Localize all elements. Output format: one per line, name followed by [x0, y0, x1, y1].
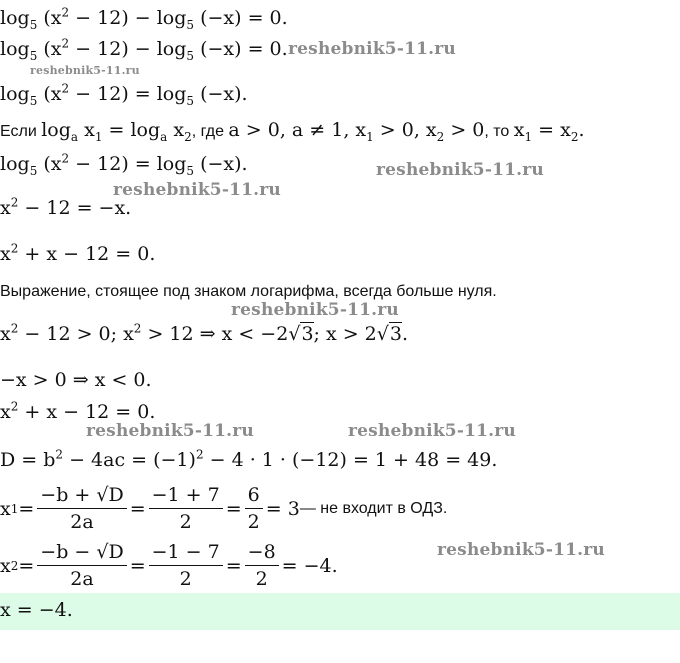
text: 2 [61, 151, 70, 166]
text: 2 [61, 81, 70, 96]
text: 1 [94, 129, 103, 144]
equation-line-10: −x > 0 ⇒ x < 0. [0, 369, 152, 391]
text: 5 [186, 17, 195, 32]
root-x1-line: x 1 = $\frac{-b + √D}{2a}$ = $\frac{-1 + 7}{2}$ = $\frac{6}{2}$ = 3 — не входит в ОДЗ. [0, 484, 448, 533]
text: . [401, 323, 409, 345]
text: √ [376, 323, 389, 345]
text: − 12 > 0; x [18, 323, 134, 345]
text: 2 [436, 129, 445, 144]
fraction [149, 483, 223, 534]
text: x [0, 554, 11, 577]
text: = [18, 497, 35, 520]
text: (−x) = 0. [194, 7, 288, 29]
watermark: reshebnik5-11.ru [86, 421, 254, 441]
text: − 4ac = (−1) [63, 449, 196, 471]
text: 2 [247, 511, 260, 533]
text: D = b [0, 449, 56, 471]
text: 2 [179, 568, 192, 590]
text: , где [191, 123, 229, 140]
text: 2 [10, 399, 19, 414]
text: a [160, 129, 168, 144]
text: √ [288, 323, 301, 345]
text: log [0, 153, 30, 175]
text: x [513, 119, 525, 141]
text: x [78, 119, 95, 141]
equation-line-5 [0, 152, 248, 176]
text: > 0 [444, 119, 485, 141]
text: −8 [245, 540, 279, 566]
text: x [0, 401, 11, 423]
text: − 12) − log [69, 7, 187, 29]
text: − 12) = log [69, 153, 187, 175]
text: − 12) − log [69, 38, 187, 60]
text: x [0, 197, 11, 219]
text: = [225, 554, 242, 577]
text: 2 [10, 321, 19, 336]
text: Если [0, 123, 42, 140]
text: 5 [29, 93, 38, 108]
text: 1 [366, 129, 374, 144]
text: 3 [301, 323, 314, 345]
text: = −4. [281, 554, 338, 577]
text: = log [102, 119, 161, 141]
equation-line-6 [0, 196, 131, 220]
text: (−x) = 0. [194, 38, 288, 60]
text: 1 [524, 129, 533, 144]
text: 2 [179, 511, 192, 533]
text: − 12) = log [69, 83, 187, 105]
text: 2 [184, 129, 192, 144]
answer-text: x = −4. [0, 599, 73, 621]
text: a > 0, a ≠ 1, x [228, 119, 367, 141]
text: 5 [29, 48, 38, 63]
text: 5 [29, 17, 38, 32]
text: = [225, 497, 242, 520]
watermark: reshebnik5-11.ru [30, 64, 140, 77]
text: 2 [133, 321, 142, 336]
text: 2 [255, 568, 268, 590]
text: 2 [55, 447, 64, 462]
text: 5 [186, 93, 195, 108]
fraction [245, 540, 279, 591]
fraction [149, 540, 223, 591]
text: 2 [61, 5, 70, 20]
text: x [0, 243, 11, 265]
discriminant-line [0, 448, 497, 472]
text: 2a [70, 511, 94, 533]
explanation-text: Выражение, стоящее под знаком логарифма, всегда больше нуля. [0, 283, 497, 300]
text: > 0, x [373, 119, 437, 141]
equation-line-3 [0, 82, 248, 106]
text: 6 [245, 483, 263, 509]
text: 5 [186, 163, 195, 178]
watermark: reshebnik5-11.ru [348, 421, 516, 441]
text: (x [37, 38, 62, 60]
text: −b − √D [37, 540, 126, 566]
text: −1 + 7 [149, 483, 223, 509]
rule-line [0, 118, 585, 144]
text: + x − 12 = 0. [18, 401, 156, 423]
text: log [41, 119, 71, 141]
text: − 12 = −x. [18, 197, 132, 219]
text: −b + √D [37, 483, 126, 509]
text: = 3 [265, 497, 300, 520]
text: x [0, 497, 11, 520]
text: log [0, 83, 30, 105]
text: (−x). [194, 153, 248, 175]
text: 2a [70, 568, 94, 590]
text: 2 [10, 195, 19, 210]
text: = [129, 497, 146, 520]
text: + x − 12 = 0. [18, 243, 156, 265]
text: x [0, 323, 11, 345]
equation-line-9 [0, 322, 408, 346]
text: = [18, 554, 35, 577]
text: . [578, 119, 585, 141]
text: (x [37, 83, 62, 105]
watermark: reshebnik5-11.ru [231, 300, 399, 320]
text: — не входит в ОДЗ. [299, 499, 448, 517]
watermark: reshebnik5-11.ru [288, 39, 456, 59]
text: 2 [10, 241, 19, 256]
text: 3 [389, 323, 402, 345]
text: −1 − 7 [149, 540, 223, 566]
fraction [37, 483, 126, 534]
fraction [37, 540, 126, 591]
fraction [245, 483, 263, 534]
watermark: reshebnik5-11.ru [437, 540, 605, 560]
text: (x [37, 7, 62, 29]
equation-line-7 [0, 242, 155, 266]
text: = [129, 554, 146, 577]
text: log [0, 7, 30, 29]
watermark: reshebnik5-11.ru [376, 160, 544, 180]
answer-box [0, 593, 680, 630]
text: a [70, 129, 79, 144]
text: 5 [29, 163, 38, 178]
text: 2 [195, 447, 204, 462]
text: = x [532, 119, 571, 141]
text: 2 [61, 36, 70, 51]
text: 5 [186, 48, 195, 63]
text: (x [37, 153, 62, 175]
text: ; x > 2 [313, 323, 377, 345]
equation-line-2 [0, 37, 288, 61]
text: − 4 · 1 · (−12) = 1 + 48 = 49. [203, 449, 498, 471]
text: 2 [570, 129, 579, 144]
text: x [167, 119, 185, 141]
text: (−x). [194, 83, 248, 105]
watermark: reshebnik5-11.ru [113, 180, 281, 200]
text: log [0, 38, 30, 60]
text: > 12 ⇒ x < −2 [141, 323, 289, 345]
text: , то [484, 123, 514, 140]
root-x2-line: x 2 = $\frac{-b - √D}{2a}$ = $\frac{-1 - 7}{2}$ = $\frac{-8}{2}$ = −4. [0, 541, 338, 590]
equation-line-1 [0, 6, 288, 30]
